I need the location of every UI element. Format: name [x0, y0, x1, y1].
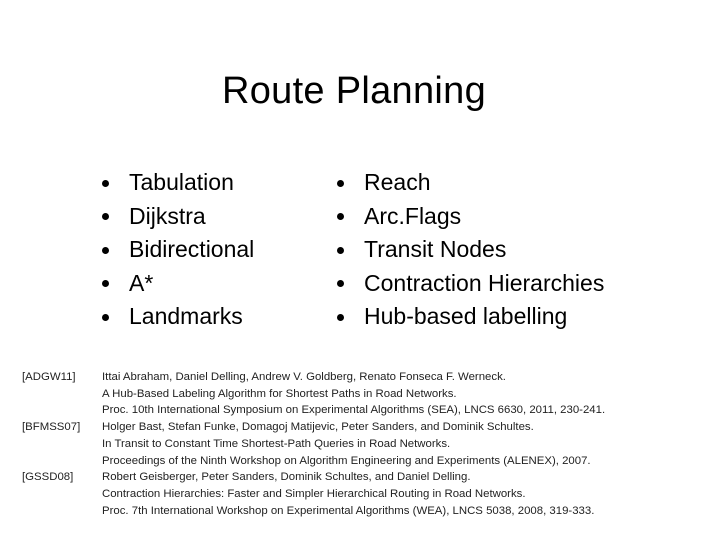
bullet-item: Dijkstra: [102, 200, 254, 234]
right-bullet-list: [337, 166, 604, 334]
reference-entry: [22, 469, 712, 519]
reference-line: Proc. 10th International Symposium on Experimental Algorithms (SEA), LNCS 6630, 2011, 230-241.: [102, 404, 606, 417]
bullet-item: Landmarks: [102, 300, 254, 334]
reference-line: A Hub-Based Labeling Algorithm for Shortest Paths in Road Networks.: [102, 387, 457, 400]
bullet-item: Reach: [337, 166, 604, 200]
reference-line: Robert Geisberger, Peter Sanders, Dominik Schultes, and Daniel Delling.: [102, 471, 471, 484]
reference-entry: [22, 369, 712, 419]
bullet-item: Transit Nodes: [337, 233, 604, 267]
reference-key: [BFMSS07]: [22, 421, 81, 434]
reference-entry: [22, 419, 712, 469]
reference-list: [22, 369, 712, 519]
bullet-item: Contraction Hierarchies: [337, 267, 604, 301]
reference-line: In Transit to Constant Time Shortest-Path Queries in Road Networks.: [102, 437, 451, 450]
reference-key: [GSSD08]: [22, 471, 74, 484]
slide-title: Route Planning: [221, 70, 487, 112]
reference-line: Holger Bast, Stefan Funke, Domagoj Matijevic, Peter Sanders, and Dominik Schultes.: [102, 421, 534, 434]
reference-line: Ittai Abraham, Daniel Delling, Andrew V. Goldberg, Renato Fonseca F. Werneck.: [102, 371, 506, 383]
reference-line: Contraction Hierarchies: Faster and Simpler Hierarchical Routing in Road Networks.: [102, 487, 526, 500]
bullet-item: Hub-based labelling: [337, 300, 604, 334]
bullet-item: A*: [102, 267, 254, 301]
bullet-item: Arc.Flags: [337, 200, 604, 234]
bullet-item: Tabulation: [102, 166, 254, 200]
reference-line: Proceedings of the Ninth Workshop on Algorithm Engineering and Experiments (ALENEX), 2007.: [102, 454, 591, 467]
reference-line: Proc. 7th International Workshop on Experimental Algorithms (WEA), LNCS 5038, 2008, 319-333.: [102, 504, 595, 517]
bullet-item: Bidirectional: [102, 233, 254, 267]
reference-key: [ADGW11]: [22, 371, 76, 383]
left-bullet-list: [102, 166, 254, 334]
